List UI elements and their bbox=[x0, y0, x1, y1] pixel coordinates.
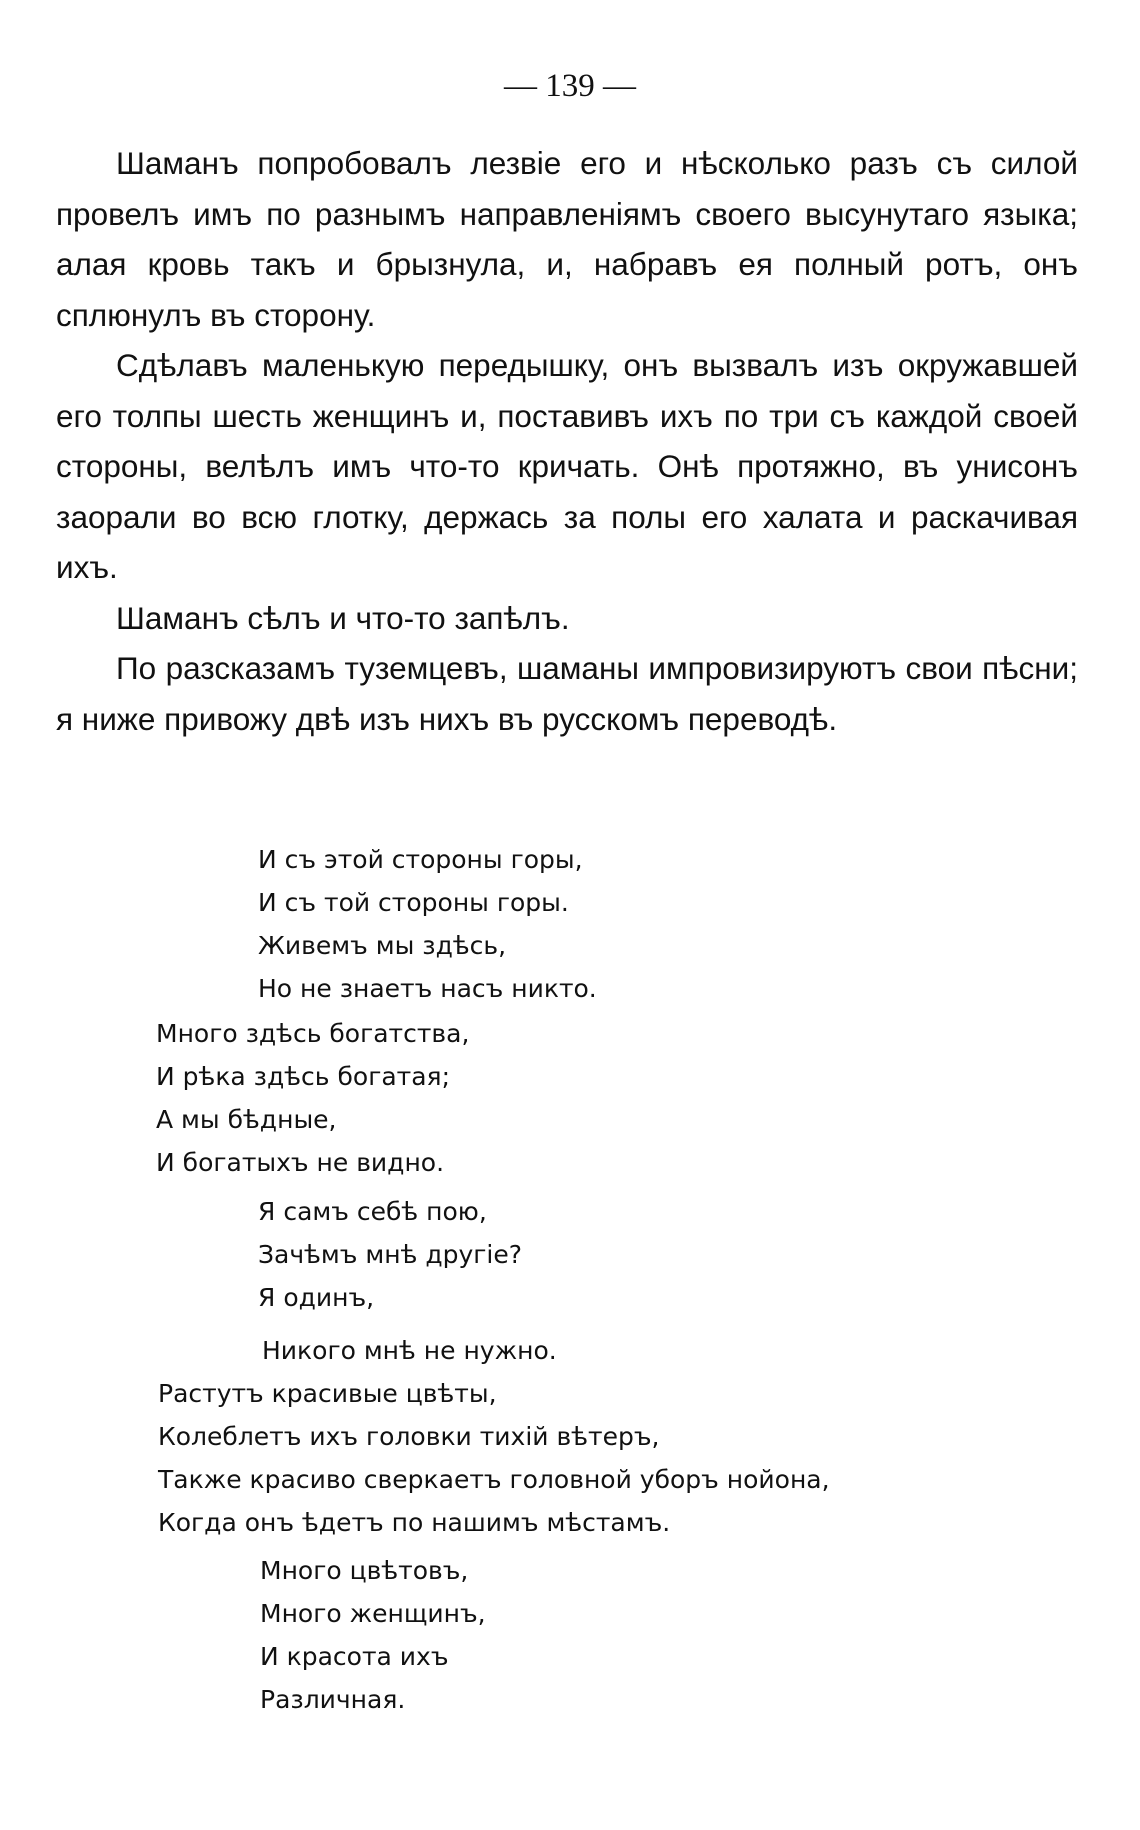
verse-line: Различная. bbox=[260, 1685, 406, 1714]
verse-line: А мы бѣдные, bbox=[156, 1105, 337, 1134]
verse-line: Я одинъ, bbox=[258, 1283, 375, 1312]
verse-line: И богатыхъ не видно. bbox=[156, 1148, 445, 1177]
verse-line: Много здѣсь богатства, bbox=[156, 1019, 470, 1048]
verse-line: Никого мнѣ не нужно. bbox=[262, 1336, 557, 1365]
verse-line: И красота ихъ bbox=[260, 1642, 449, 1671]
paragraph-1: Шаманъ попробовалъ лезвіе его и нѣсколько разъ съ силой провелъ имъ по разнымъ направленіямъ своего высунутаго языка; алая кровь такъ и брызнула, и, набравъ ея полный ротъ, онъ сплюнулъ въ сторону. bbox=[56, 145, 1078, 333]
prose-block bbox=[56, 138, 1078, 744]
verse-stanza-3 bbox=[258, 1190, 557, 1372]
verse-line: Зачѣмъ мнѣ другіе? bbox=[258, 1240, 523, 1269]
verse-line: Много женщинъ, bbox=[260, 1599, 486, 1628]
verse-line: Растутъ красивые цвѣты, bbox=[158, 1379, 497, 1408]
verse-stanza-2 bbox=[156, 1012, 469, 1184]
paragraph-3: Шаманъ сѣлъ и что-то запѣлъ. bbox=[116, 599, 570, 636]
verse-line: И рѣка здѣсь богатая; bbox=[156, 1062, 450, 1091]
page-number: — 139 — bbox=[504, 68, 636, 104]
verse-stanza-4 bbox=[158, 1372, 830, 1544]
verse-line: Но не знаетъ насъ никто. bbox=[258, 974, 597, 1003]
verse-line: И съ этой стороны горы, bbox=[258, 845, 583, 874]
verse-line: И съ той стороны горы. bbox=[258, 888, 569, 917]
paragraph-4: По разсказамъ туземцевъ, шаманы импровизируютъ свои пѣсни; я ниже привожу двѣ изъ нихъ въ русскомъ переводѣ. bbox=[56, 650, 1078, 737]
verse-line: Я самъ себѣ пою, bbox=[258, 1197, 487, 1226]
paragraph-2: Сдѣлавъ маленькую передышку, онъ вызвалъ изъ окружавшей его толпы шесть женщинъ и, поставивъ ихъ по три съ каждой своей стороны, велѣлъ имъ что-то кричать. Онѣ протяжно, въ унисонъ заорали во всю глотку, держась за полы его халата и раскачивая ихъ. bbox=[56, 347, 1078, 585]
verse-line: Колеблетъ ихъ головки тихій вѣтеръ, bbox=[158, 1422, 660, 1451]
verse-line: Много цвѣтовъ, bbox=[260, 1556, 469, 1585]
verse-stanza-1 bbox=[258, 838, 597, 1010]
verse-line: Живемъ мы здѣсь, bbox=[258, 931, 507, 960]
verse-line: Когда онъ ѣдетъ по нашимъ мѣстамъ. bbox=[158, 1508, 671, 1537]
verse-line: Также красиво сверкаетъ головной уборъ нойона, bbox=[158, 1465, 830, 1494]
verse-stanza-5 bbox=[260, 1549, 486, 1721]
